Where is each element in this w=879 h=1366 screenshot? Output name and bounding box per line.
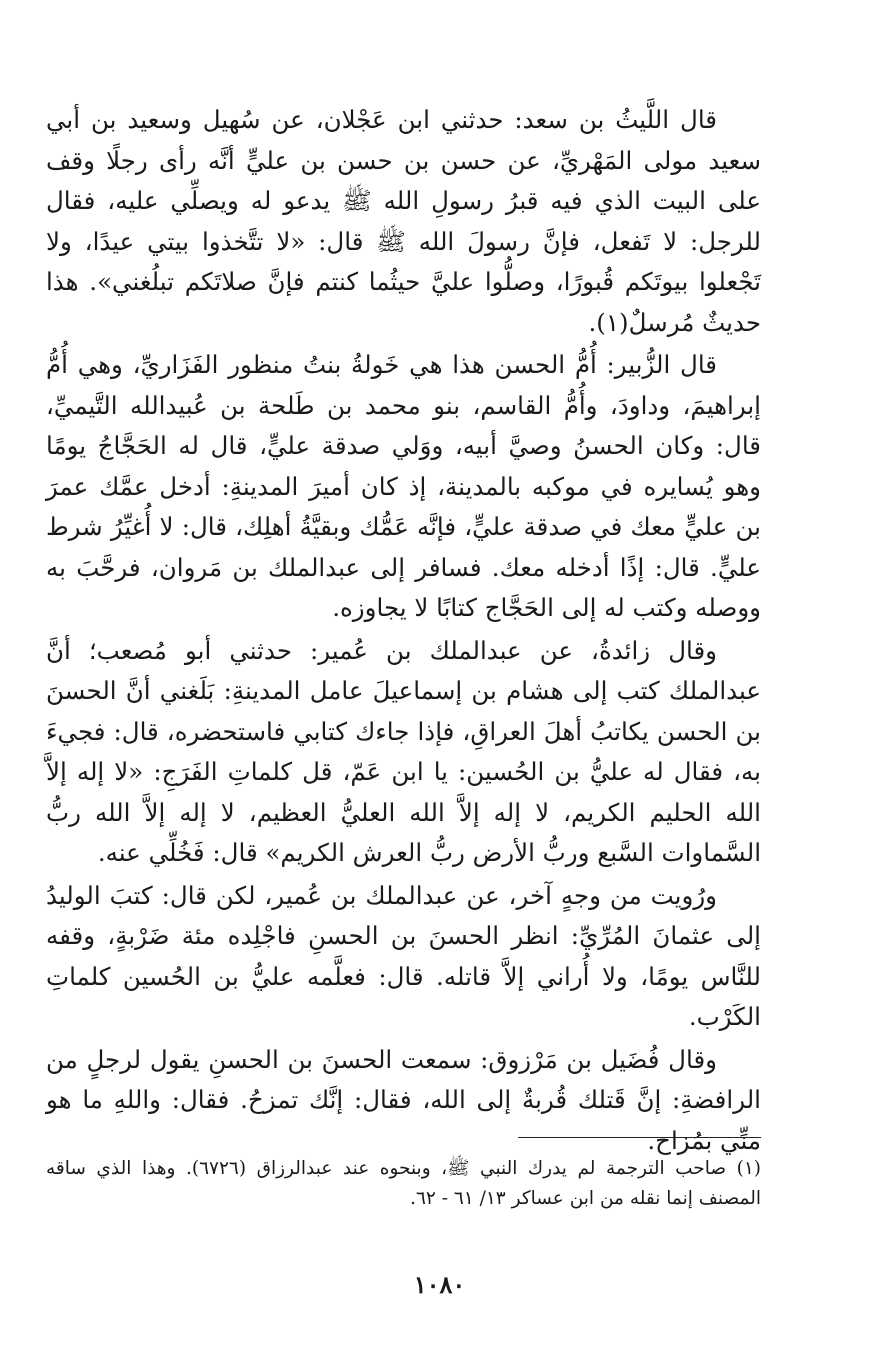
paragraph-fudail: وقال فُضَيل بن مَرْزوق: سمعت الحسنَ بن الحسنِ يقول لرجلٍ من الرافضةِ: إنَّ قَتلك قُربةٌ إلى الله، فقال: إنَّك تمزحُ. فقال: واللهِ ما هو منِّي بمُزاح. <box>46 1044 761 1155</box>
page-number: ١٠٨٠ <box>413 1270 466 1299</box>
paragraph-zaida: وقال زائدةُ، عن عبدالملك بن عُمير: حدثني أبو مُصعب؛ أنَّ عبدالملك كتب إلى هشام بن إسماعيلَ عامل المدينةِ: بَلَغني أنَّ الحسنَ بن الحسن يكاتبُ أهلَ العراقِ، فإذا جاءك كتابي فاستحضره، قال: فجيءَ به، فقال له عليُّ بن الحُسين: يا ابن عَمّ، قل كلماتِ الفَرَجِ: «لا إله إلاَّ الله الحليم الكريم، لا إله إلاَّ الله العليُّ العظيم، لا إله إلاَّ الله ربُّ السَّماوات السَّبع وربُّ الأرض ربُّ العرش الكريم» قال: فَخُلِّي عنه. <box>46 635 761 867</box>
footnote-separator <box>518 1137 761 1138</box>
paragraph-another-narration: ورُويت من وجهٍ آخر، عن عبدالملك بن عُمير، لكن قال: كتبَ الوليدُ إلى عثمانَ المُرِّيِّ: انظر الحسنَ بن الحسنِ فاجْلِده مئة ضَرْبةٍ، وقفه للنَّاس يومًا، ولا أُراني إلاَّ قاتله. قال: فعلَّمه عليُّ بن الحُسين كلماتِ الكَرْب. <box>46 880 761 1031</box>
paragraph-laith: قال اللَّيثُ بن سعد: حدثني ابن عَجْلان، عن سُهيل وسعيد بن أبي سعيد مولى المَهْريِّ، عن حسن بن حسن بن عليٍّ أنَّه رأى رجلًا وقف على البيت الذي فيه قبرُ رسولِ الله ﷺ يدعو له ويصلِّي عليه، فقال للرجل: لا تَفعل، فإنَّ رسولَ الله ﷺ قال: «لا تتَّخذوا بيتي عيدًا، ولا تَجْعلوا بيوتَكم قُبورًا، وصلُّوا عليَّ حيثُما كنتم فإنَّ صلاتَكم تبلُغني». هذا حديثٌ مُرسلٌ(١). <box>46 105 761 337</box>
footnotes <box>46 1154 761 1214</box>
paragraph-zubair: قال الزُّبير: أُمُّ الحسن هذا هي خَولةُ بنتُ منظور الفَزَاريِّ، وهي أُمُّ إبراهيمَ، وداودَ، وأُمُّ القاسم، بنو محمد بن طَلحة بن عُبيدالله التَّيميِّ، قال: وكان الحسنُ وصيَّ أبيه، ووَلي صدقة عليٍّ، قال له الحَجَّاجُ يومًا وهو يُسايره في موكبه بالمدينة، إذ كان أميرَ المدينةِ: أدخل عمَّك عمرَ بن عليٍّ معك في صدقة عليٍّ، فإنَّه عَمُّك وبقيَّةُ أهلِك، قال: لا أُغيِّرُ شرط عليٍّ. قال: إذًا أدخله معك. فسافر إلى عبدالملك بن مَروان، فرحَّبَ به ووصله وكتب له إلى الحَجَّاج كتابًا لا يجاوزه. <box>46 350 761 622</box>
footnote-1: (١) صاحب الترجمة لم يدرك النبي ﷺ، وبنحوه عند عبدالرزاق (٦٧٢٦). وهذا الذي ساقه المصنف إنما نقله من ابن عساكر ١٣/ ٦١ - ٦٢. <box>46 1158 761 1209</box>
main-text-body <box>46 100 761 1161</box>
